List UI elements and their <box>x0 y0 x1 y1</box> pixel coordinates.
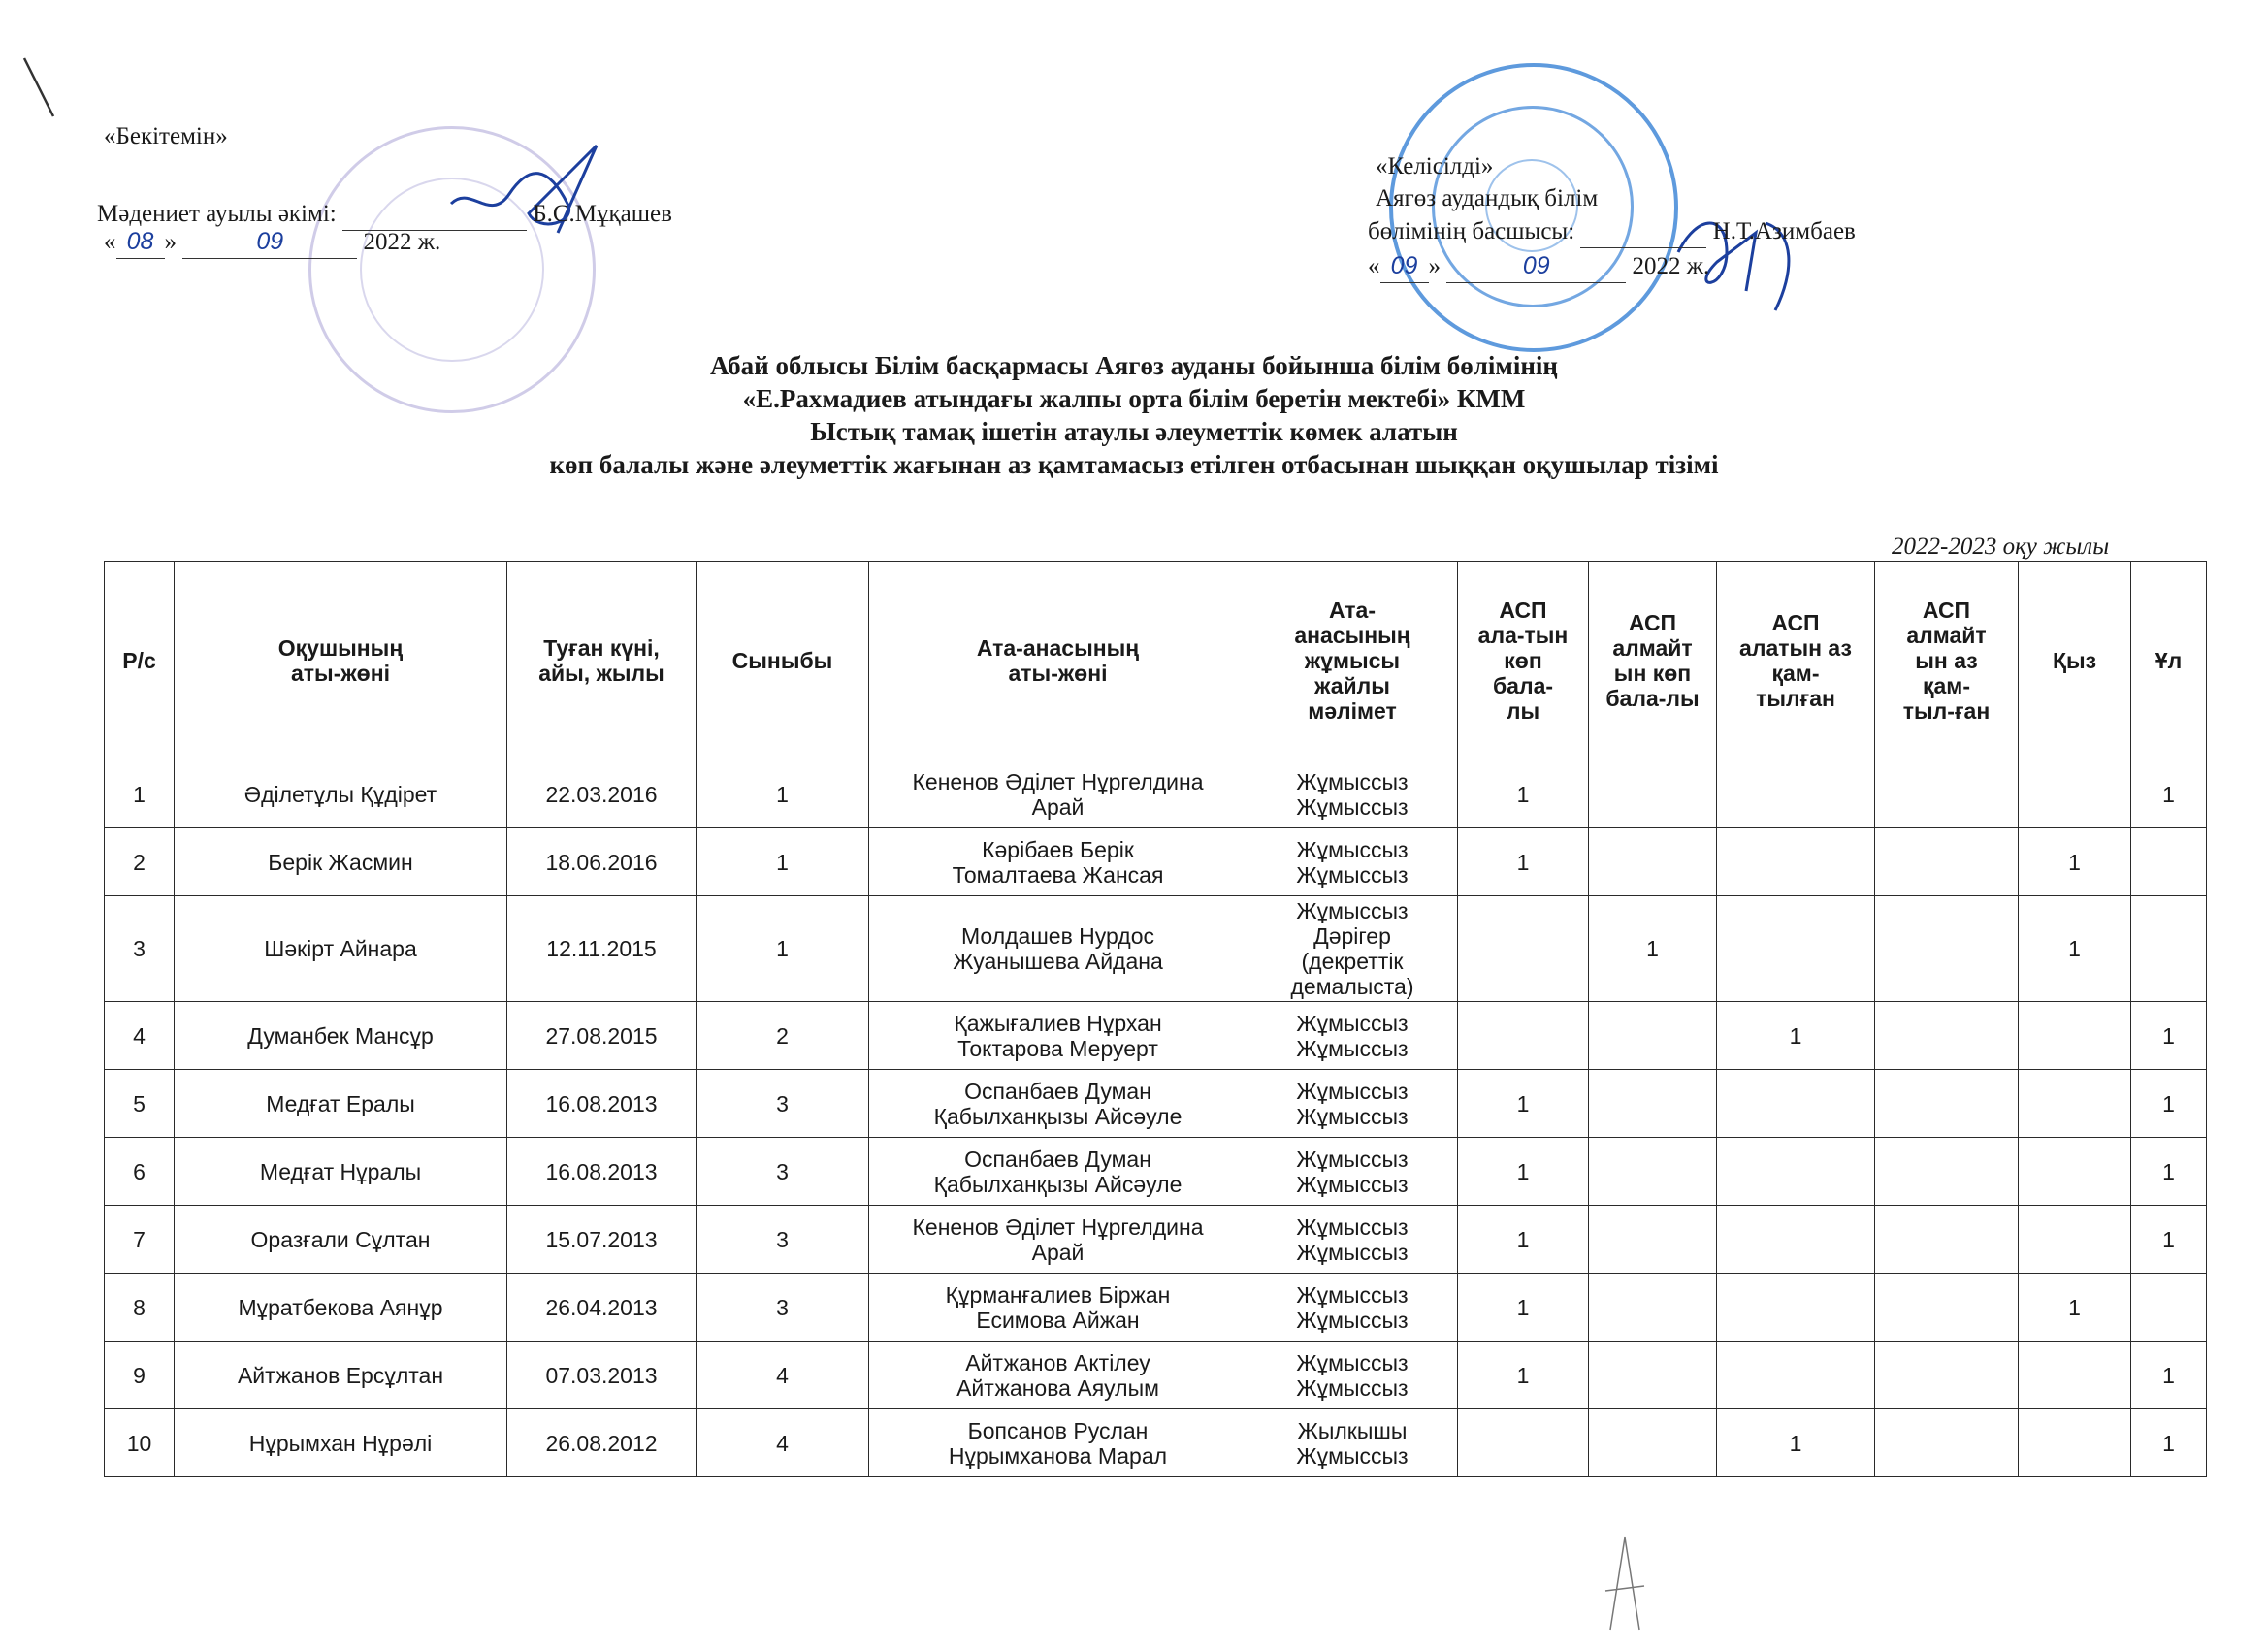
cell-asp-low-yes <box>1717 1138 1875 1206</box>
students-table <box>104 561 2207 1477</box>
cell-boy <box>2131 828 2207 896</box>
cell-asp-low-yes <box>1717 1342 1875 1409</box>
cell-num: 4 <box>105 1002 175 1070</box>
header-grade: Сыныбы <box>697 562 869 760</box>
cell-asp-low-no <box>1875 896 2019 1002</box>
cell-asp-low-no <box>1875 828 2019 896</box>
cell-grade: 2 <box>697 1002 869 1070</box>
cell-birth: 12.11.2015 <box>507 896 697 1002</box>
title-line-4: көп балалы және әлеуметтік жағынан аз қамтамасыз етілген отбасынан шыққан оқушылар тізімі <box>549 450 1719 479</box>
cell-grade: 3 <box>697 1070 869 1138</box>
cell-work: Жұмыссыз Жұмыссыз <box>1247 1342 1458 1409</box>
cell-grade: 1 <box>697 760 869 828</box>
cell-parents: Қажығалиев Нұрхан Токтарова Меруерт <box>869 1002 1247 1070</box>
title-line-2: «Е.Рахмадиев атындағы жалпы орта білім беретін мектебі» КММ <box>742 384 1526 413</box>
cell-asp-low-no <box>1875 1070 2019 1138</box>
cell-boy: 1 <box>2131 1070 2207 1138</box>
cell-asp-large-no: 1 <box>1589 896 1717 1002</box>
agree-date-line: « 09 » 09 2022 ж. <box>1368 250 1709 283</box>
cell-asp-large-no <box>1589 828 1717 896</box>
agree-position-line2 <box>1368 215 1856 248</box>
cell-grade: 4 <box>697 1342 869 1409</box>
header-asp-low-yes: АСП алатын аз қам- тылған <box>1717 562 1875 760</box>
cell-boy: 1 <box>2131 1342 2207 1409</box>
cell-asp-large-no <box>1589 760 1717 828</box>
cell-num: 6 <box>105 1138 175 1206</box>
agree-name: Н.Т.Азимбаев <box>1712 218 1856 244</box>
table-row <box>105 1138 2207 1206</box>
cell-boy <box>2131 896 2207 1002</box>
cell-parents: Айтжанов Актілеу Айтжанова Аяулым <box>869 1342 1247 1409</box>
cell-birth: 16.08.2013 <box>507 1138 697 1206</box>
title-line-3: Ыстық тамақ ішетін атаулы әлеуметтік көмек алатын <box>810 417 1458 446</box>
cell-asp-low-no <box>1875 1206 2019 1274</box>
header-parents: Ата-анасының аты-жөні <box>869 562 1247 760</box>
cell-work: Жұмыссыз Жұмыссыз <box>1247 1274 1458 1342</box>
cell-birth: 22.03.2016 <box>507 760 697 828</box>
cell-girl <box>2019 1002 2131 1070</box>
cell-student: Медғат Нұралы <box>175 1138 507 1206</box>
cell-birth: 26.08.2012 <box>507 1409 697 1477</box>
approve-date-line: « 08 » 09 2022 ж. <box>104 226 440 259</box>
cell-girl: 1 <box>2019 896 2131 1002</box>
cell-birth: 15.07.2013 <box>507 1206 697 1274</box>
cell-parents: Кәрібаев Берік Томалтаева Жансая <box>869 828 1247 896</box>
cell-girl <box>2019 1409 2131 1477</box>
approve-position: Мәдениет ауылы әкімі: <box>97 201 337 227</box>
cell-num: 2 <box>105 828 175 896</box>
cell-boy: 1 <box>2131 760 2207 828</box>
header-girl: Қыз <box>2019 562 2131 760</box>
cell-work: Жұмыссыз Жұмыссыз <box>1247 760 1458 828</box>
approve-name: Б.С.Мұқашев <box>533 201 672 227</box>
header-parents-work: Ата- анасының жұмысы жайлы мәлімет <box>1247 562 1458 760</box>
approve-label: «Бекітемін» <box>104 123 228 149</box>
cell-work: Жұмыссыз Жұмыссыз <box>1247 828 1458 896</box>
cell-grade: 4 <box>697 1409 869 1477</box>
cell-parents: Құрманғалиев Біржан Есимова Айжан <box>869 1274 1247 1342</box>
cell-num: 5 <box>105 1070 175 1138</box>
cell-girl <box>2019 760 2131 828</box>
cell-num: 8 <box>105 1274 175 1342</box>
cell-student: Берік Жасмин <box>175 828 507 896</box>
bottom-scribble <box>1591 1533 1659 1639</box>
cell-asp-large-no <box>1589 1342 1717 1409</box>
cell-parents: Молдашев Нурдос Жуанышева Айдана <box>869 896 1247 1002</box>
cell-parents: Бопсанов Руслан Нұрымханова Марал <box>869 1409 1247 1477</box>
table-row <box>105 1409 2207 1477</box>
cell-girl: 1 <box>2019 828 2131 896</box>
cell-birth: 16.08.2013 <box>507 1070 697 1138</box>
cell-girl <box>2019 1206 2131 1274</box>
cell-birth: 26.04.2013 <box>507 1274 697 1342</box>
cell-work: Жұмыссыз Жұмыссыз <box>1247 1070 1458 1138</box>
cell-asp-low-no <box>1875 1138 2019 1206</box>
header-boy: Ұл <box>2131 562 2207 760</box>
cell-num: 3 <box>105 896 175 1002</box>
cell-asp-large-no <box>1589 1002 1717 1070</box>
cell-boy: 1 <box>2131 1138 2207 1206</box>
header-birth: Туған күні, айы, жылы <box>507 562 697 760</box>
cell-num: 1 <box>105 760 175 828</box>
cell-asp-large-no <box>1589 1274 1717 1342</box>
table-row <box>105 1070 2207 1138</box>
cell-student: Айтжанов Ерсұлтан <box>175 1342 507 1409</box>
table-row <box>105 1342 2207 1409</box>
cell-grade: 3 <box>697 1274 869 1342</box>
document-title <box>0 349 2268 481</box>
cell-asp-large-no <box>1589 1206 1717 1274</box>
cell-asp-large-yes: 1 <box>1458 1206 1589 1274</box>
header-asp-large-no: АСП алмайт ын көп бала-лы <box>1589 562 1717 760</box>
cell-asp-low-yes <box>1717 896 1875 1002</box>
header-asp-large-yes: АСП ала-тын көп бала- лы <box>1458 562 1589 760</box>
cell-student: Әділетұлы Құдірет <box>175 760 507 828</box>
header-num: Р/с <box>105 562 175 760</box>
cell-parents: Кененов Әділет Нұргелдина Арай <box>869 1206 1247 1274</box>
cell-girl <box>2019 1342 2131 1409</box>
agree-month: 09 <box>1446 250 1626 283</box>
cell-grade: 3 <box>697 1206 869 1274</box>
cell-student: Шәкірт Айнара <box>175 896 507 1002</box>
cell-work: Жұмыссыз Жұмыссыз <box>1247 1002 1458 1070</box>
header-student: Оқушының аты-жөні <box>175 562 507 760</box>
cell-asp-large-yes: 1 <box>1458 1342 1589 1409</box>
cell-grade: 3 <box>697 1138 869 1206</box>
cell-birth: 18.06.2016 <box>507 828 697 896</box>
cell-asp-low-yes: 1 <box>1717 1002 1875 1070</box>
academic-year: 2022-2023 оқу жылы <box>1892 534 2110 560</box>
cell-grade: 1 <box>697 828 869 896</box>
cell-asp-large-yes <box>1458 1002 1589 1070</box>
cell-girl <box>2019 1070 2131 1138</box>
cell-asp-large-no <box>1589 1138 1717 1206</box>
cell-asp-low-yes <box>1717 828 1875 896</box>
title-line-1: Абай облысы Білім басқармасы Аягөз ауданы бойынша білім бөлімінің <box>710 351 1558 380</box>
cell-asp-large-yes <box>1458 1409 1589 1477</box>
cell-parents: Оспанбаев Думан Қабылханқызы Айсәуле <box>869 1138 1247 1206</box>
cell-asp-low-yes <box>1717 1070 1875 1138</box>
header-asp-low-no: АСП алмайт ын аз қам- тыл-ған <box>1875 562 2019 760</box>
agree-day: 09 <box>1380 250 1429 283</box>
cell-girl: 1 <box>2019 1274 2131 1342</box>
approve-year: 2022 ж. <box>363 229 441 255</box>
agree-position: бөлімінің басшысы: <box>1368 218 1575 244</box>
table-row <box>105 896 2207 1002</box>
approve-month: 09 <box>182 226 357 259</box>
cell-num: 9 <box>105 1342 175 1409</box>
cell-grade: 1 <box>697 896 869 1002</box>
agree-label: «Келісілді» <box>1376 153 1494 179</box>
cell-asp-large-yes: 1 <box>1458 1138 1589 1206</box>
cell-asp-low-yes <box>1717 1274 1875 1342</box>
cell-student: Нұрымхан Нұрәлі <box>175 1409 507 1477</box>
table-row <box>105 828 2207 896</box>
table-row <box>105 1274 2207 1342</box>
cell-work: Жұмыссыз Жұмыссыз <box>1247 1206 1458 1274</box>
cell-num: 10 <box>105 1409 175 1477</box>
table-row <box>105 1206 2207 1274</box>
cell-boy: 1 <box>2131 1206 2207 1274</box>
cell-parents: Кененов Әділет Нұргелдина Арай <box>869 760 1247 828</box>
cell-asp-low-no <box>1875 1409 2019 1477</box>
cell-asp-large-yes: 1 <box>1458 828 1589 896</box>
cell-work: Жылкышы Жұмыссыз <box>1247 1409 1458 1477</box>
table-row <box>105 760 2207 828</box>
table-body <box>105 760 2207 1477</box>
cell-asp-large-no <box>1589 1070 1717 1138</box>
cell-student: Оразғали Сұлтан <box>175 1206 507 1274</box>
cell-birth: 27.08.2015 <box>507 1002 697 1070</box>
cell-asp-low-no <box>1875 1274 2019 1342</box>
cell-asp-low-yes: 1 <box>1717 1409 1875 1477</box>
cell-boy <box>2131 1274 2207 1342</box>
cell-student: Медғат Ералы <box>175 1070 507 1138</box>
cell-asp-low-no <box>1875 1002 2019 1070</box>
cell-asp-large-no <box>1589 1409 1717 1477</box>
cell-asp-low-yes <box>1717 1206 1875 1274</box>
cell-asp-low-no <box>1875 1342 2019 1409</box>
cell-asp-large-yes: 1 <box>1458 760 1589 828</box>
cell-asp-large-yes: 1 <box>1458 1274 1589 1342</box>
cell-birth: 07.03.2013 <box>507 1342 697 1409</box>
cell-asp-low-no <box>1875 760 2019 828</box>
cell-work: Жұмыссыз Жұмыссыз <box>1247 1138 1458 1206</box>
cell-boy: 1 <box>2131 1002 2207 1070</box>
agree-year: 2022 ж. <box>1632 253 1710 279</box>
agree-position-line1: Аягөз аудандық білім <box>1376 185 1599 211</box>
cell-boy: 1 <box>2131 1409 2207 1477</box>
cell-num: 7 <box>105 1206 175 1274</box>
cell-girl <box>2019 1138 2131 1206</box>
table-row <box>105 1002 2207 1070</box>
cell-student: Мұратбекова Аянұр <box>175 1274 507 1342</box>
table-header-row <box>105 562 2207 760</box>
cell-work: Жұмыссыз Дәрігер (декреттік демалыста) <box>1247 896 1458 1002</box>
corner-mark <box>19 53 58 121</box>
cell-asp-large-yes <box>1458 896 1589 1002</box>
left-signature <box>441 126 616 252</box>
approve-day: 08 <box>116 226 165 259</box>
cell-student: Думанбек Мансұр <box>175 1002 507 1070</box>
cell-asp-large-yes: 1 <box>1458 1070 1589 1138</box>
cell-parents: Оспанбаев Думан Қабылханқызы Айсәуле <box>869 1070 1247 1138</box>
cell-asp-low-yes <box>1717 760 1875 828</box>
